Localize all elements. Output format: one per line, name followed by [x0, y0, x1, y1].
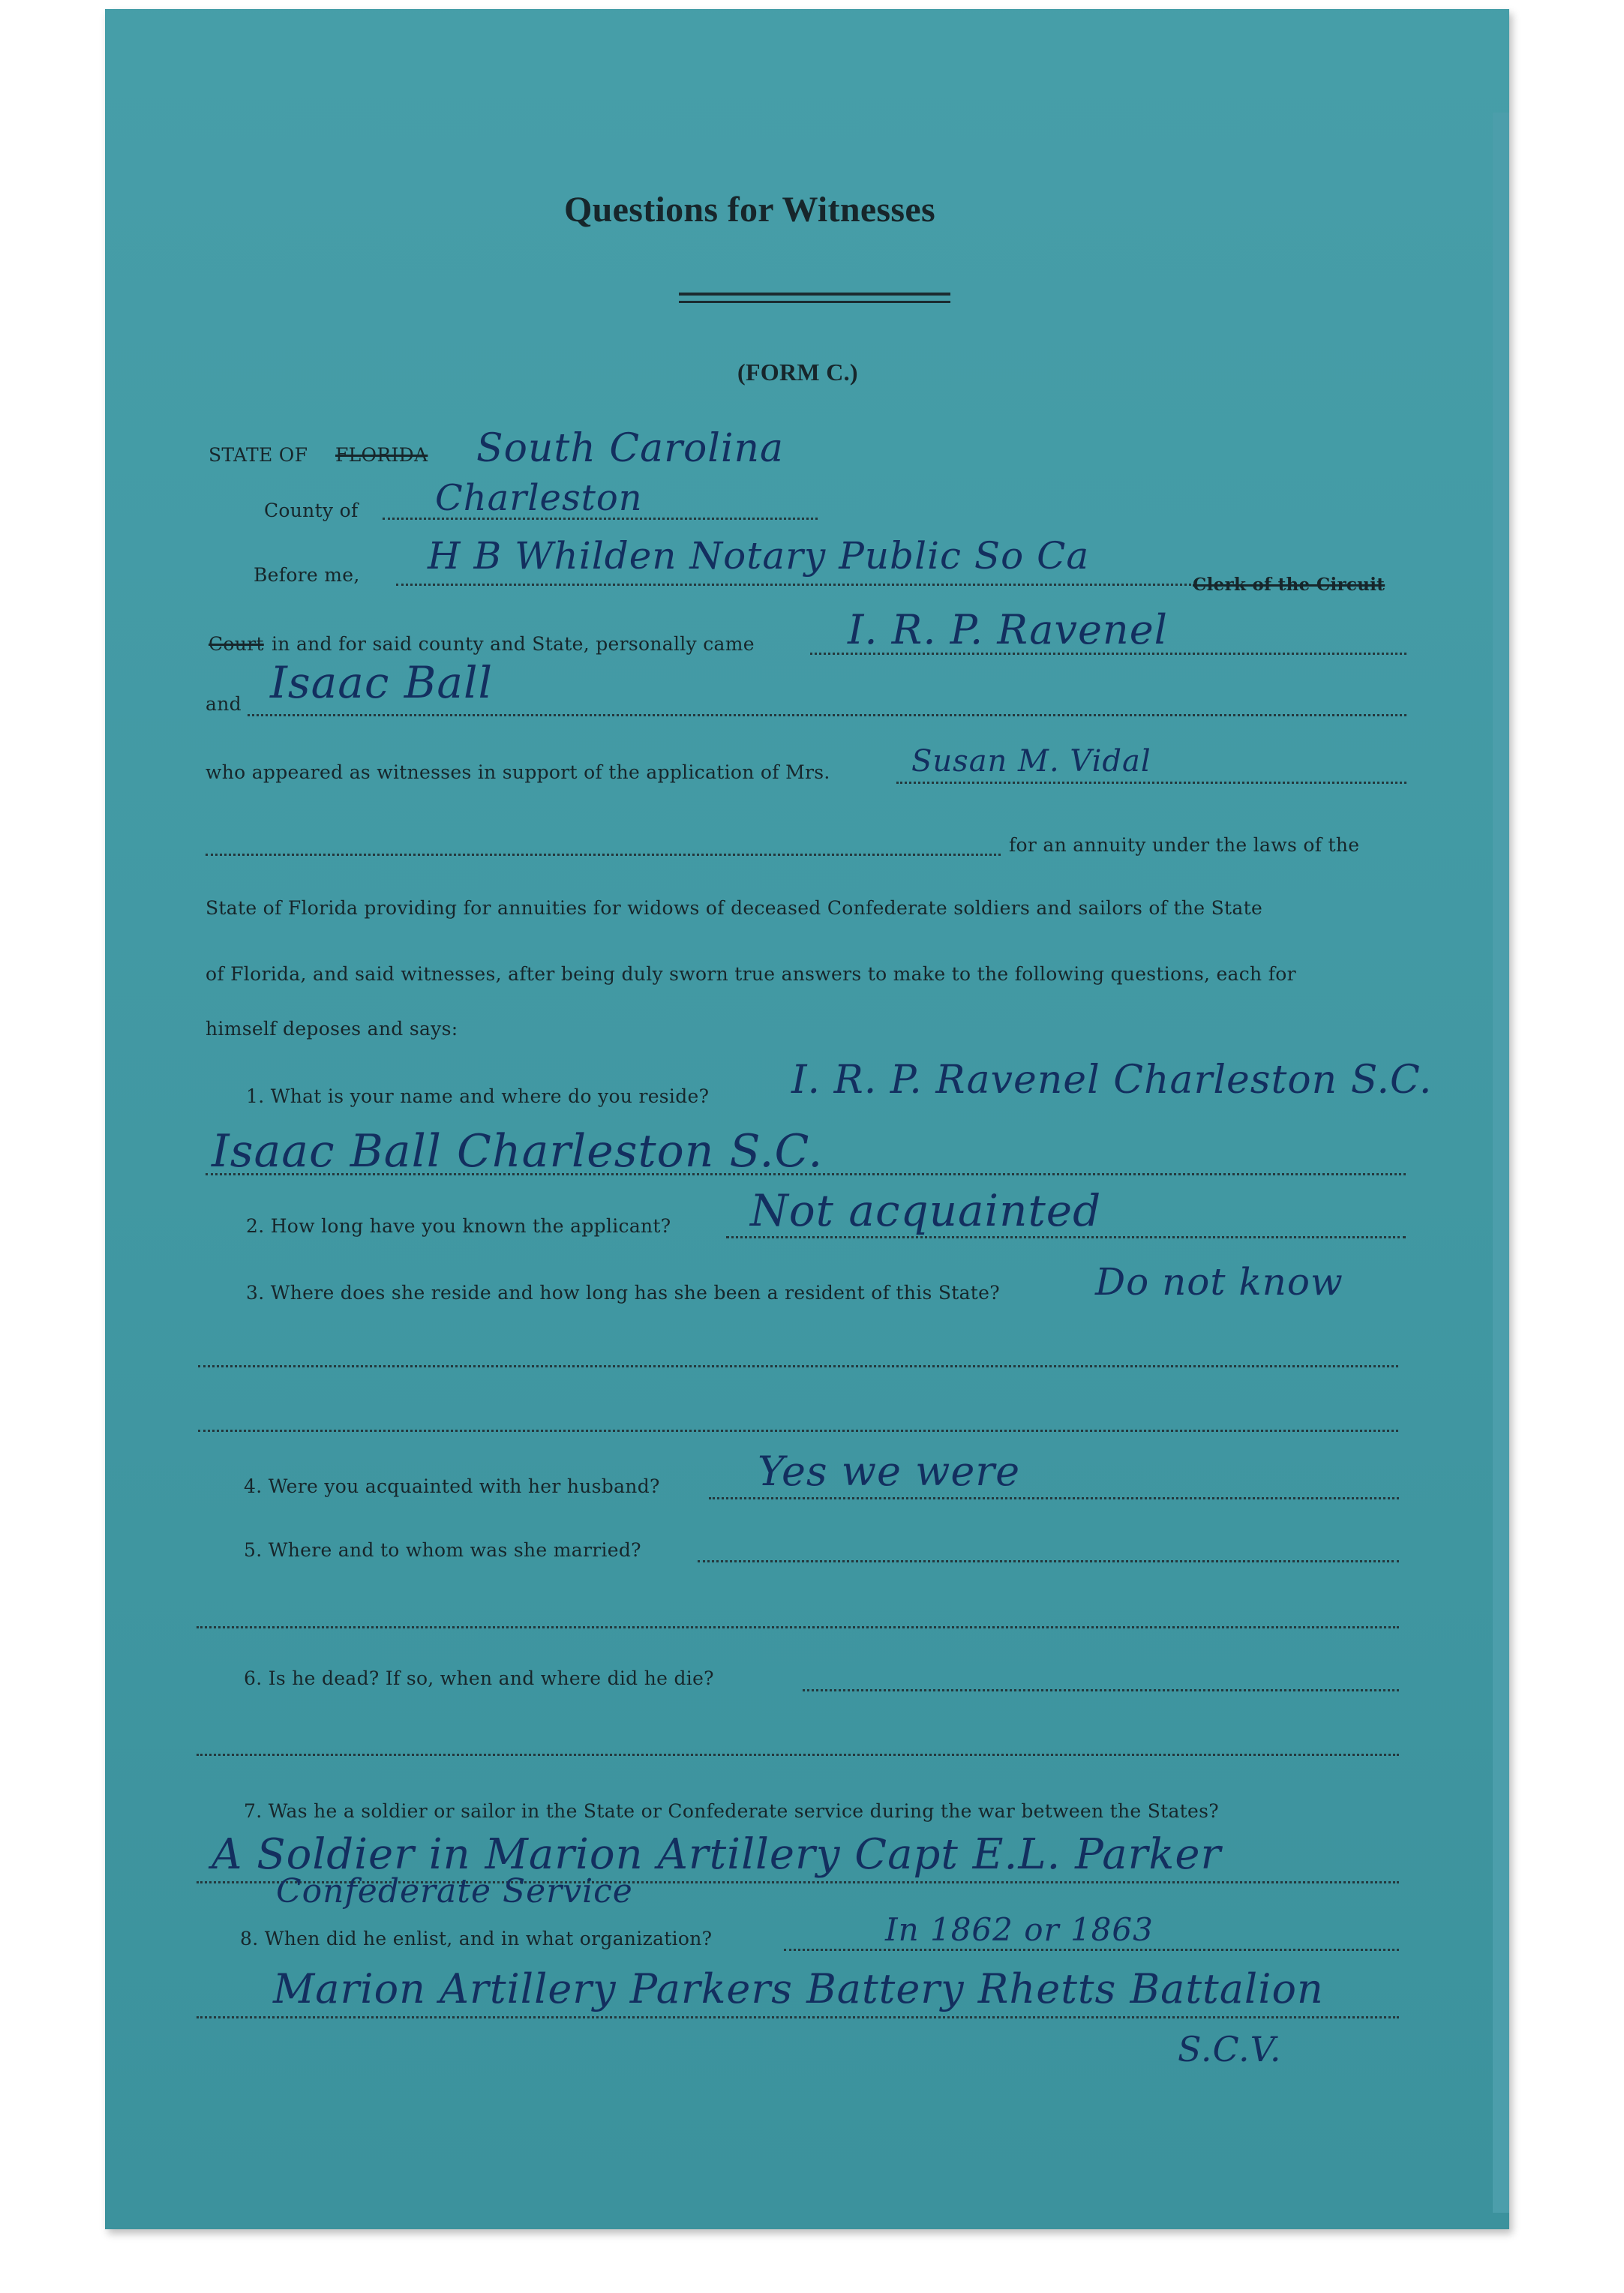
question-2: 2. How long have you known the applicant?: [246, 1215, 671, 1237]
answer-6-dots-2: [197, 1754, 1399, 1756]
answer-2-dots: [726, 1236, 1406, 1238]
body-line-2: of Florida, and said witnesses, after being duly sworn true answers to make to the following questions, each for: [206, 963, 1296, 985]
support-label: who appeared as witnesses in support of the application of Mrs.: [206, 761, 830, 783]
answer-5-dots-1: [698, 1560, 1399, 1562]
witness2-handwritten: Isaac Ball: [270, 657, 494, 708]
state-struck: FLORIDA: [335, 444, 428, 466]
question-3: 3. Where does she reside and how long has she been a resident of this State?: [246, 1282, 1000, 1304]
applicant-line: [896, 782, 1406, 784]
question-8: 8. When did he enlist, and in what organization?: [240, 1928, 713, 1949]
answer-8-dots-1: [784, 1949, 1399, 1951]
question-1: 1. What is your name and where do you reside?: [246, 1085, 710, 1107]
answer-6-dots-1: [803, 1689, 1399, 1691]
answer-8-line-2: Marion Artillery Parkers Battery Rhetts Battalion: [273, 1965, 1324, 2012]
county-label: County of: [264, 500, 359, 521]
county-handwritten: Charleston: [435, 477, 643, 519]
answer-1-line-2: Isaac Ball Charleston S.C.: [212, 1125, 824, 1178]
paper-edge: [1493, 113, 1509, 2213]
came-label: in and for said county and State, personally came: [272, 633, 755, 655]
body-line-1: State of Florida providing for annuities for widows of deceased Confederate soldiers and sailors of the State: [206, 897, 1263, 919]
answer-5-dots-2: [197, 1626, 1399, 1628]
and-label: and: [206, 693, 242, 715]
applicant-line-2: [206, 854, 1001, 856]
answer-7-line-1: A Soldier in Marion Artillery Capt E.L. Parker: [212, 1830, 1222, 1879]
court-struck: Court: [209, 633, 264, 655]
answer-7-line-2: Confederate Service: [276, 1872, 633, 1910]
answer-8-dots-2: [197, 2016, 1399, 2018]
question-4: 4. Were you acquainted with her husband?: [244, 1475, 660, 1497]
answer-1-line-1: I. R. P. Ravenel Charleston S.C.: [791, 1058, 1433, 1103]
answer-3-dots-2: [198, 1430, 1398, 1432]
answer-3: Do not know: [1095, 1260, 1343, 1304]
before-label: Before me,: [254, 564, 360, 586]
before-handwritten: H B Whilden Notary Public So Ca: [428, 534, 1090, 578]
before-line: [396, 584, 1191, 586]
annuity-label: for an annuity under the laws of the: [1009, 834, 1360, 856]
form-title: Questions for Witnesses: [564, 190, 935, 230]
question-7: 7. Was he a soldier or sailor in the State or Confederate service during the war between the States?: [244, 1800, 1219, 1822]
question-5: 5. Where and to whom was she married?: [244, 1539, 641, 1561]
witness2-line: [248, 714, 1406, 716]
clerk-struck: Clerk of the Circuit: [1193, 575, 1385, 595]
witness1-handwritten: I. R. P. Ravenel: [848, 606, 1168, 653]
answer-8-line-1: In 1862 or 1863: [885, 1911, 1154, 1948]
answer-3-dots-1: [198, 1365, 1398, 1367]
answer-4-dots: [709, 1497, 1399, 1499]
title-rule-top: [679, 293, 950, 296]
state-handwritten: South Carolina: [476, 426, 785, 471]
applicant-handwritten: Susan M. Vidal: [911, 744, 1151, 779]
question-6: 6. Is he dead? If so, when and where did he die?: [244, 1667, 714, 1689]
state-label: STATE OF: [209, 444, 308, 466]
form-subtitle: (FORM C.): [737, 359, 858, 386]
title-rule-bottom: [679, 301, 950, 303]
answer-2: Not acquainted: [750, 1185, 1102, 1236]
answer-4: Yes we were: [758, 1448, 1021, 1495]
answer-8-line-3: S.C.V.: [1178, 2029, 1282, 2069]
body-line-3: himself deposes and says:: [206, 1018, 458, 1040]
